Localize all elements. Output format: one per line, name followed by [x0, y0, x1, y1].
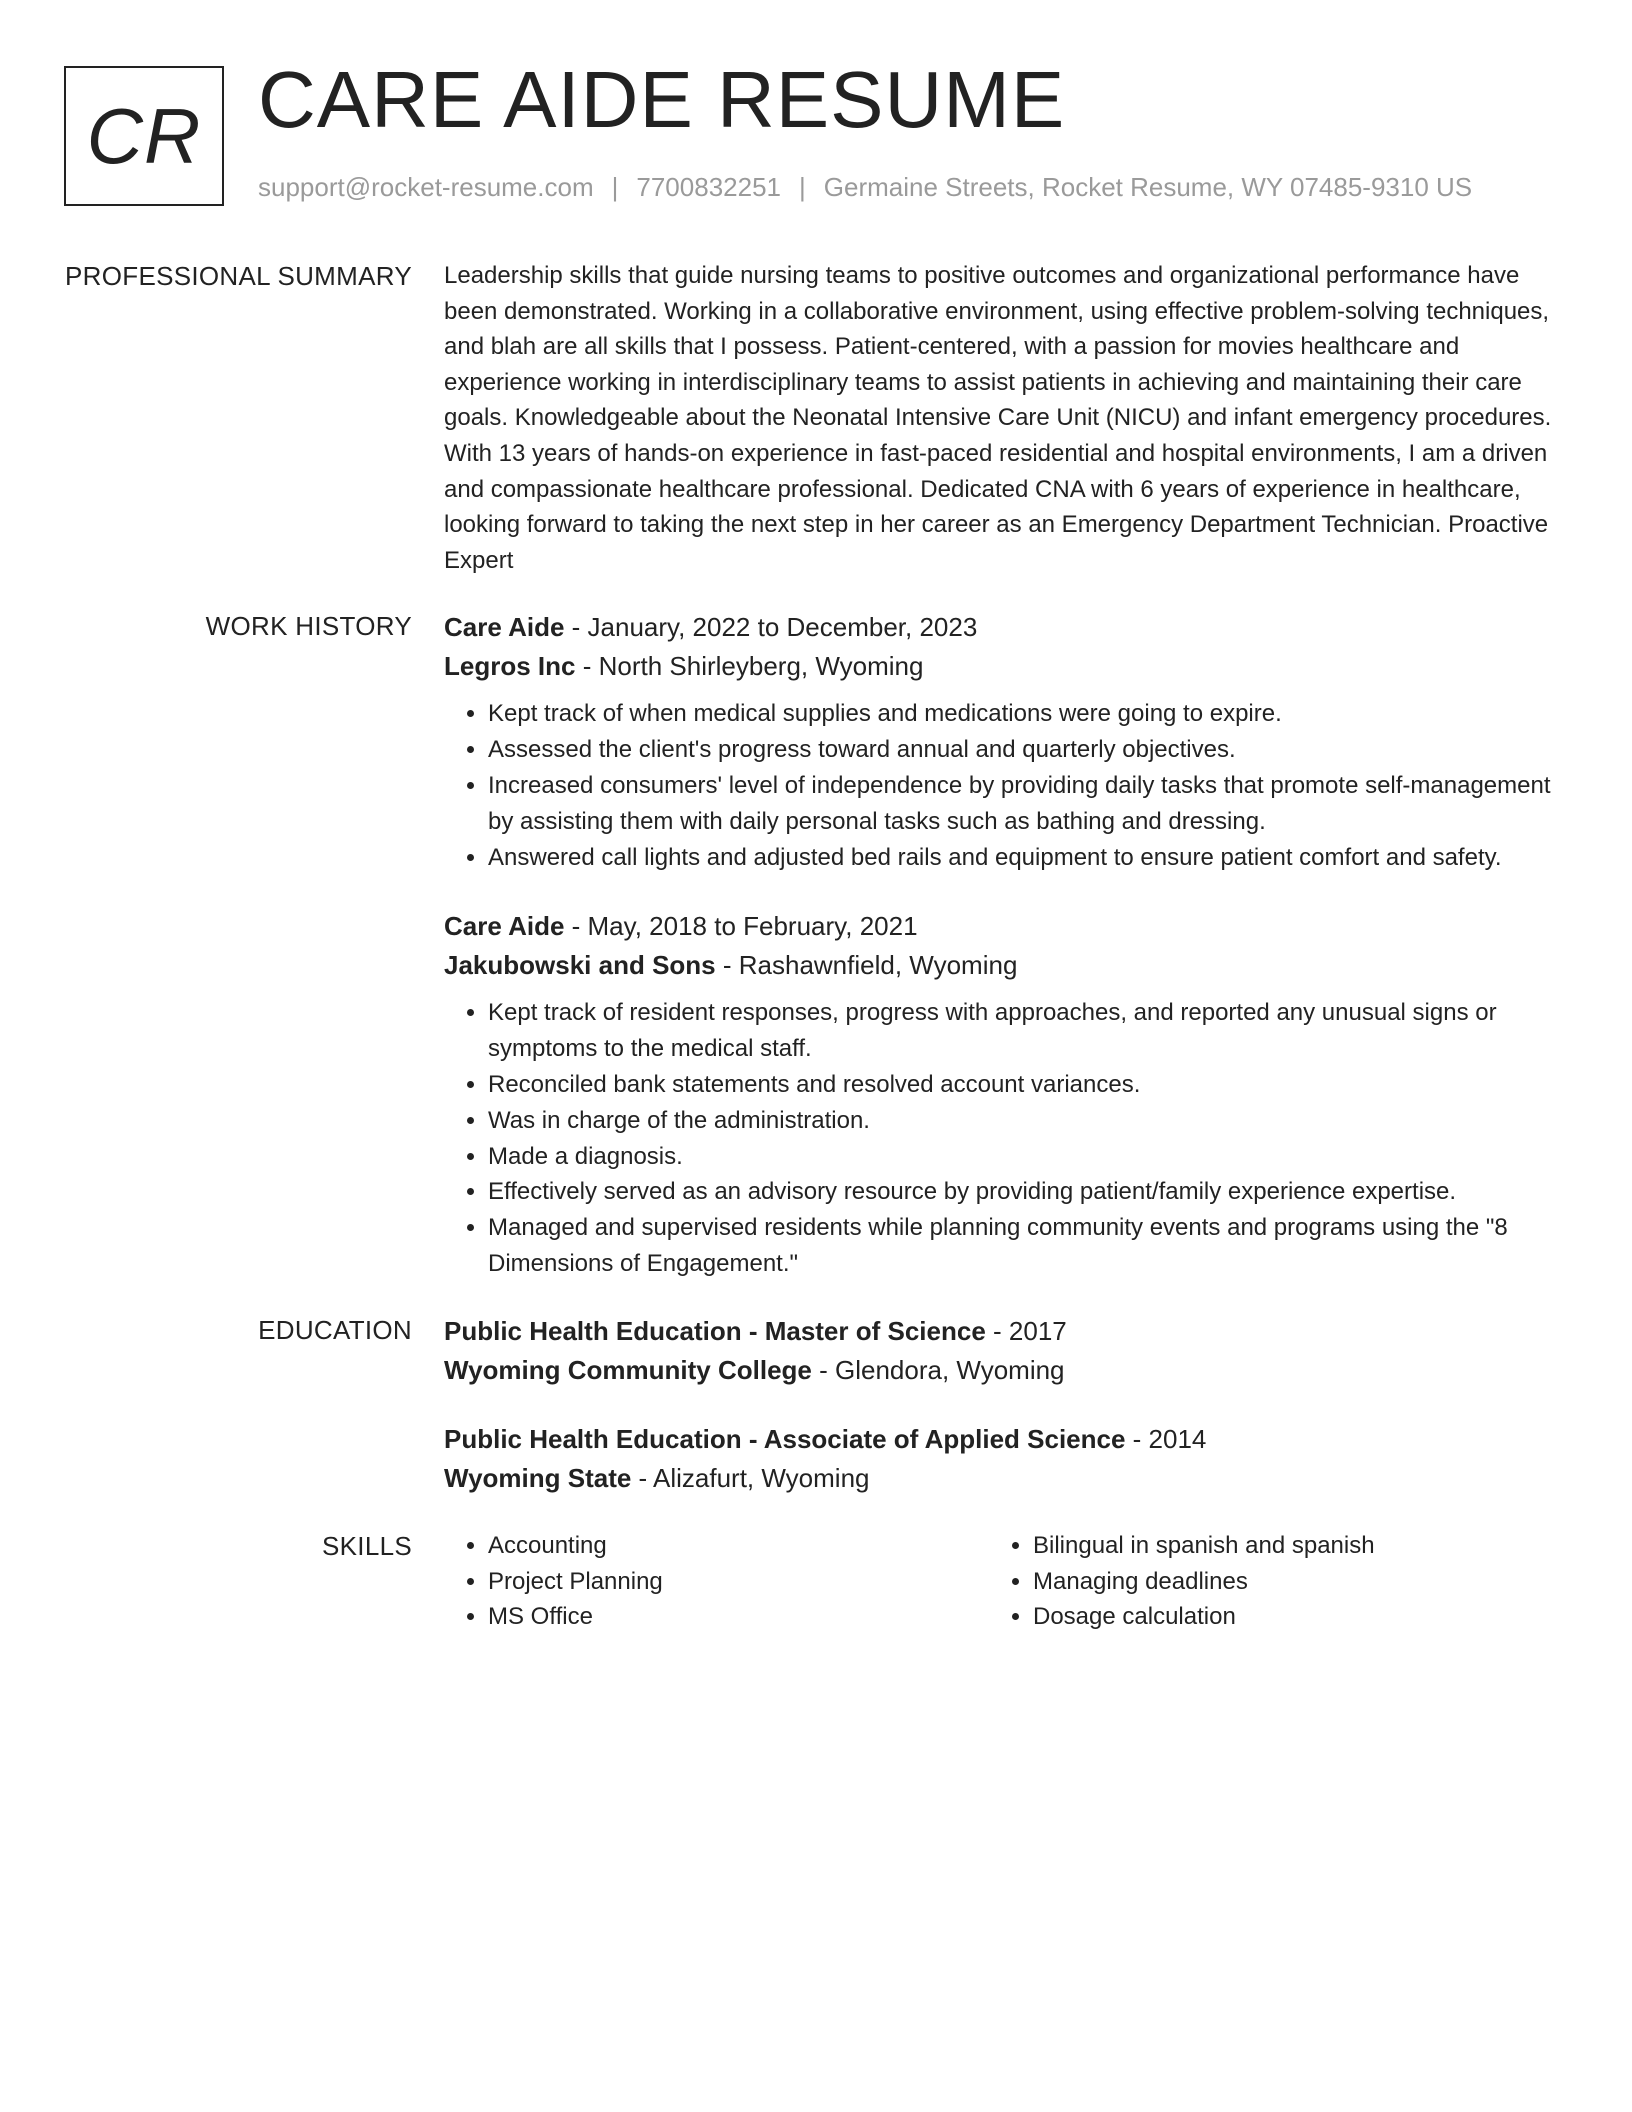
job-entry [444, 907, 1554, 1281]
skills-list-left [444, 1528, 989, 1635]
degree: Public Health Education - Master of Science [444, 1315, 986, 1346]
job-bullet: • Was in charge of the administration. [488, 1103, 1554, 1139]
job-bullet: • Answered call lights and adjusted bed rails and equipment to ensure patient comfort and safety. [488, 840, 1554, 876]
skills-body [444, 1528, 1554, 1635]
education-entry [444, 1312, 1554, 1390]
initials-monogram: CR [64, 66, 224, 206]
job-dates: - May, 2018 to February, 2021 [564, 911, 918, 942]
skills-section [0, 1528, 1632, 1635]
skill-item: • Managing deadlines [1033, 1564, 1534, 1600]
school-line [444, 1351, 1554, 1390]
school-location: - Glendora, Wyoming [811, 1354, 1065, 1385]
degree-line [444, 1312, 1554, 1351]
degree-line [444, 1420, 1554, 1459]
school-line [444, 1459, 1554, 1498]
job-bullet: • Increased consumers' level of independence by providing daily tasks that promote self-management by assisting them with daily personal tasks such as bathing and dressing. [488, 768, 1554, 840]
section-label: SKILLS [322, 1530, 412, 1561]
skill-item: • MS Office [488, 1599, 989, 1635]
job-title: Care Aide [444, 612, 565, 643]
job-dates: - January, 2022 to December, 2023 [564, 612, 978, 643]
job-bullet: • Assessed the client's progress toward annual and quarterly objectives. [488, 732, 1554, 768]
contact-address: Germaine Streets, Rocket Resume, WY 07485-9310 US [823, 172, 1473, 202]
contact-line [258, 172, 1472, 203]
contact-separator: | [611, 172, 619, 202]
job-bullet: • Kept track of resident responses, progress with approaches, and reported any unusual signs or symptoms to the medical staff. [488, 995, 1554, 1067]
job-bullet: • Kept track of when medical supplies and medications were going to expire. [488, 696, 1554, 732]
education-entry [444, 1420, 1554, 1498]
contact-separator: | [799, 172, 806, 202]
contact-phone: 7700832251 [636, 172, 781, 202]
resume-title: CARE AIDE RESUME [258, 55, 1066, 144]
degree-year: - 2017 [985, 1315, 1067, 1346]
job-company-line [444, 946, 1554, 985]
job-bullet: • Managed and supervised residents while planning community events and programs using the "8 Dimensions of Engagement." [488, 1210, 1554, 1282]
job-location: - Rashawnfield, Wyoming [715, 950, 1018, 981]
skill-item: • Dosage calculation [1033, 1599, 1534, 1635]
summary-text: Leadership skills that guide nursing teams to positive outcomes and organizational performance have been demonstrated. Working in a collaborative environment, using effective problem-solving techniques, and blah are all skills that I possess. Patient-centered, with a passion for movies healthcare and experience working in interdisciplinary teams to assist patients in achieving and maintaining their care goals. Knowledgeable about the Neonatal Intensive Care Unit (NICU) and infant emergency procedures. With 13 years of hands-on experience in fast-paced residential and hospital environments, I am a driven and compassionate healthcare professional. Dedicated CNA with 6 years of experience in healthcare, looking forward to taking the next step in her career as an Emergency Department Technician. Proactive Expert [444, 262, 1552, 574]
section-label: WORK HISTORY [205, 611, 412, 642]
skill-item: • Bilingual in spanish and spanish [1033, 1528, 1534, 1564]
section-label: EDUCATION [258, 1314, 412, 1345]
education-body [444, 1312, 1554, 1498]
job-bullets [444, 696, 1554, 875]
contact-email: support@rocket-resume.com [258, 172, 594, 202]
skills-list-right [989, 1528, 1534, 1635]
work-history-section [0, 608, 1632, 1281]
section-label: PROFESSIONAL SUMMARY [65, 261, 412, 291]
education-section [0, 1312, 1632, 1498]
summary-section [0, 258, 1632, 578]
job-bullets [444, 995, 1554, 1281]
degree: Public Health Education - Associate of Applied Science [444, 1423, 1126, 1454]
resume-sections [0, 258, 1632, 1635]
job-title: Care Aide [444, 911, 565, 942]
job-title-line [444, 608, 1554, 647]
job-bullet: • Effectively served as an advisory resource by providing patient/family experience expertise. [488, 1174, 1554, 1210]
job-company: Jakubowski and Sons [444, 950, 716, 981]
school-location: - Alizafurt, Wyoming [631, 1462, 870, 1493]
job-bullet: • Reconciled bank statements and resolved account variances. [488, 1067, 1554, 1103]
skills-columns [444, 1528, 1554, 1635]
job-title-line [444, 907, 1554, 946]
job-bullet: • Made a diagnosis. [488, 1139, 1554, 1175]
job-location: - North Shirleyberg, Wyoming [575, 651, 924, 682]
school: Wyoming State [444, 1462, 632, 1493]
skill-item: • Project Planning [488, 1564, 989, 1600]
work-history-body [444, 608, 1554, 1281]
summary-body [444, 258, 1554, 578]
job-company-line [444, 647, 1554, 686]
degree-year: - 2014 [1125, 1423, 1207, 1454]
job-entry [444, 608, 1554, 875]
job-company: Legros Inc [444, 651, 576, 682]
skill-item: • Accounting [488, 1528, 989, 1564]
school: Wyoming Community College [444, 1354, 812, 1385]
